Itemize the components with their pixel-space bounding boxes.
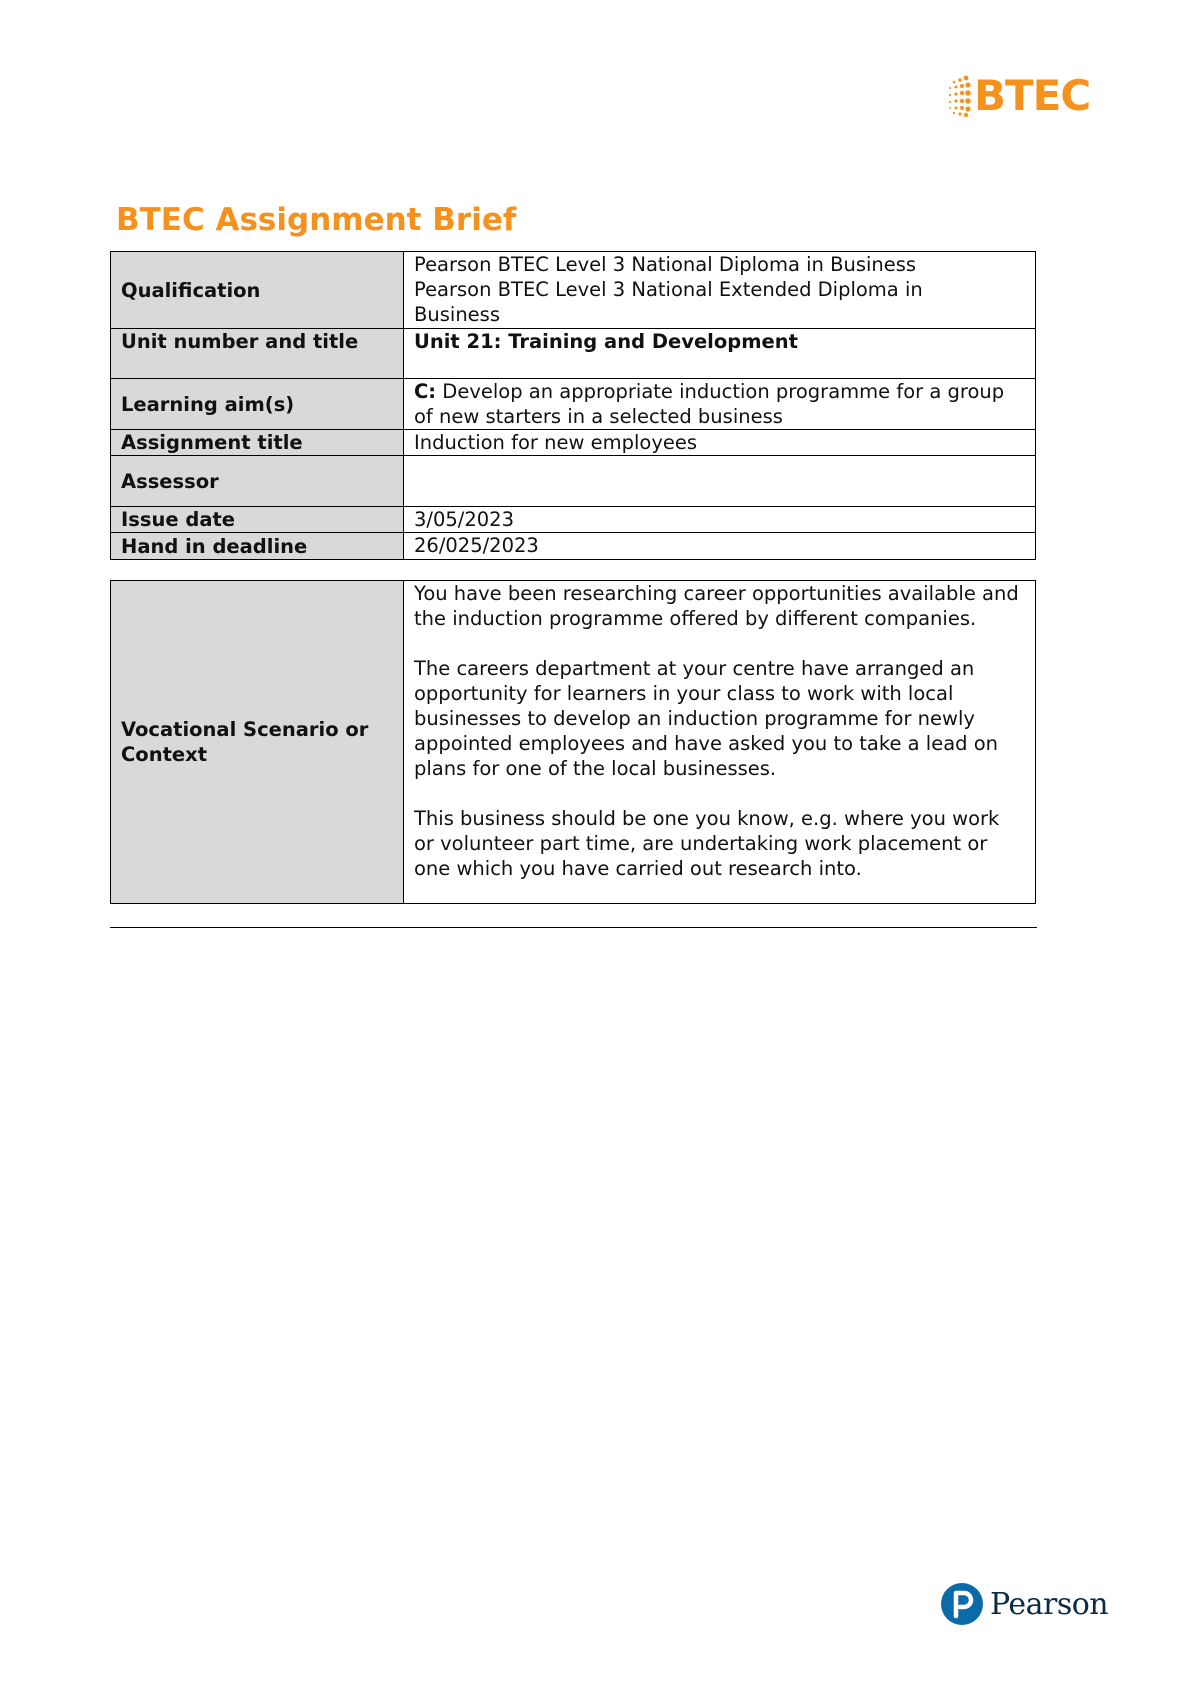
scenario-paragraph: This business should be one you know, e.g. where you work or volunteer part time, are undertaking work placement or one which you have carried out research into.	[414, 807, 1000, 880]
scenario-row	[111, 581, 1036, 904]
scenario-text	[404, 581, 1036, 904]
assessor-value	[404, 456, 1036, 507]
unit-row	[111, 329, 1036, 379]
learning-aim-text: Develop an appropriate induction programme for a group of new starters in a selected business	[414, 380, 1005, 428]
qualification-label: Qualification	[111, 252, 404, 329]
issue-date-label: Issue date	[111, 507, 404, 533]
btec-dots-icon	[946, 74, 972, 118]
assignment-info-table	[110, 251, 1036, 560]
assessor-row	[111, 456, 1036, 507]
unit-value: Unit 21: Training and Development	[404, 329, 1036, 379]
deadline-value: 26/025/2023	[404, 533, 1036, 560]
learning-aim-label: Learning aim(s)	[111, 379, 404, 430]
assignment-title-value: Induction for new employees	[404, 430, 1036, 456]
qualification-value	[404, 252, 1036, 329]
learning-aim-code: C:	[414, 380, 437, 403]
btec-logo-text: BTEC	[974, 71, 1091, 120]
scenario-paragraph: You have been researching career opportunities available and the induction programme offered by different companies.	[414, 582, 1019, 630]
pearson-p-icon	[940, 1582, 984, 1626]
assignment-title-row	[111, 430, 1036, 456]
learning-aim-value	[404, 379, 1036, 430]
issue-date-row	[111, 507, 1036, 533]
page-title: BTEC Assignment Brief	[116, 202, 517, 238]
assessor-label: Assessor	[111, 456, 404, 507]
pearson-logo	[940, 1582, 1108, 1626]
qualification-line: Pearson BTEC Level 3 National Extended Diploma in	[414, 278, 923, 301]
btec-logo	[946, 70, 1096, 122]
qualification-row	[111, 252, 1036, 329]
qualification-line: Business	[414, 303, 500, 326]
qualification-line: Pearson BTEC Level 3 National Diploma in Business	[414, 253, 917, 276]
deadline-row	[111, 533, 1036, 560]
learning-aim-row	[111, 379, 1036, 430]
issue-date-value: 3/05/2023	[404, 507, 1036, 533]
unit-label: Unit number and title	[111, 329, 404, 379]
pearson-logo-text: Pearson	[990, 1586, 1109, 1622]
scenario-table	[110, 580, 1036, 904]
scenario-paragraph: The careers department at your centre have arranged an opportunity for learners in your class to work with local businesses to develop an induction programme for newly appointed employees and have asked you to take a lead on plans for one of the local businesses.	[414, 657, 999, 780]
section-divider	[110, 927, 1037, 928]
scenario-label: Vocational Scenario or Context	[111, 581, 404, 904]
assignment-title-label: Assignment title	[111, 430, 404, 456]
deadline-label: Hand in deadline	[111, 533, 404, 560]
